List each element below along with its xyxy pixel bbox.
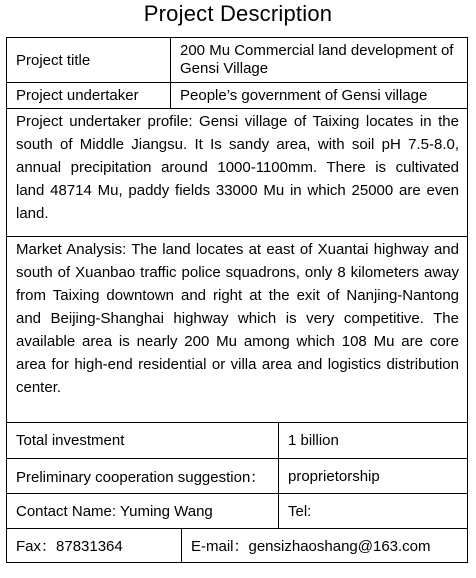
profile-row	[7, 108, 467, 236]
contact-tel: Tel:	[278, 494, 467, 528]
investment-row	[7, 422, 467, 458]
investment-label: Total investment	[16, 432, 125, 449]
cooperation-value: proprietorship	[278, 459, 467, 493]
market-analysis-text: Market Analysis: The land locates at east of Xuantai highway and south of Xuanbao traffic police squadrons, only 8 kilometers away from Taixing downtown and right at the exit of Nanjing-Nantong and Beijing-Shanghai highway which is very competitive. The available area is nearly 200 Mu among which 108 Mu are core area for high-end residential or villa area and logistics distribution center.	[16, 241, 459, 396]
page-title: Project Description	[143, 1, 333, 26]
undertaker-row	[7, 82, 467, 108]
cooperation-label: Preliminary cooperation suggestion：	[16, 468, 266, 486]
project-title-label: Project title	[16, 51, 91, 69]
undertaker-label: Project undertaker	[16, 87, 139, 104]
investment-value: 1 billion	[278, 423, 467, 458]
project-table	[6, 37, 468, 563]
contact-name: Contact Name: Yuming Wang	[16, 502, 213, 520]
contact-row	[7, 493, 467, 528]
fax-email-row	[7, 528, 467, 562]
project-title-row	[7, 38, 467, 82]
market-analysis-row	[7, 236, 467, 422]
fax-number: Fax：87831364	[16, 538, 123, 555]
undertaker-value: People’s government of Gensi village	[170, 83, 467, 108]
profile-text: Project undertaker profile: Gensi village of Taixing locates in the south of Middle Jiangsu. It Is sandy area, with soil pH 7.5-8.0, annual precipitation around 1000-1100mm. There is cultivated land 48714 Mu, paddy fields 33000 Mu in which 25000 are even land.	[16, 113, 459, 222]
email-address: E-mail：gensizhaoshang@163.com	[181, 529, 467, 562]
project-title-value: 200 Mu Commercial land development of Gensi Village	[170, 38, 467, 82]
cooperation-row	[7, 458, 467, 493]
